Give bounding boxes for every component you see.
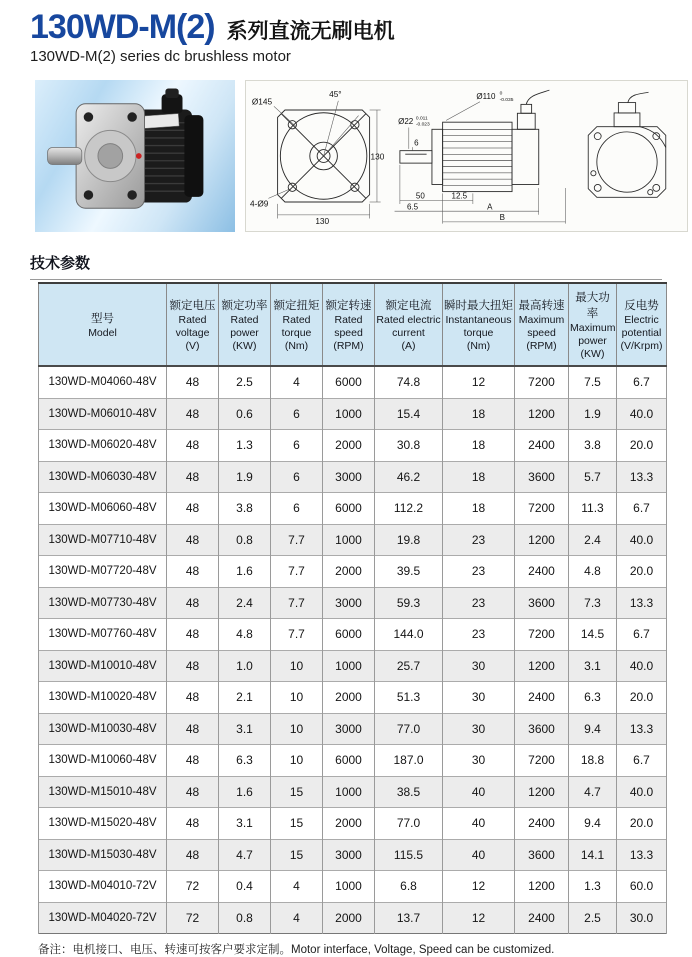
value-cell: 3600 [515,587,569,619]
dim-length-a: A [486,202,492,212]
table-header [39,283,667,366]
value-cell: 1000 [323,398,375,430]
table-row [39,398,667,430]
value-cell: 13.3 [617,713,667,745]
table-row [39,587,667,619]
model-cell: 130WD-M04020-72V [39,902,167,934]
value-cell: 3600 [515,839,569,871]
column-header-text: Rated electric current [376,314,441,339]
value-cell: 2000 [323,808,375,840]
value-cell: 0.8 [219,902,271,934]
value-cell: 40 [443,776,515,808]
value-cell: 20.0 [617,430,667,462]
value-cell: 30.0 [617,902,667,934]
section-heading: 技术参数 [30,255,91,272]
dim-flange-height: 130 [370,152,385,162]
value-cell: 14.5 [569,619,617,651]
value-cell: 7200 [515,745,569,777]
value-cell: 48 [167,776,219,808]
value-cell: 46.2 [375,461,443,493]
media-row [35,80,692,232]
value-cell: 48 [167,682,219,714]
column-header-text: (V/Krpm) [620,340,663,353]
value-cell: 6.8 [375,871,443,903]
column-header-text: 反电势 [624,300,659,312]
value-cell: 19.8 [375,524,443,556]
value-cell: 6.7 [617,366,667,398]
value-cell: 15 [271,776,323,808]
value-cell: 0.4 [219,871,271,903]
value-cell: 7.5 [569,366,617,398]
table-row [39,745,667,777]
column-header-text: 最高转速 [518,300,565,312]
column-header-text: 额定功率 [221,300,268,312]
front-view-drawing [250,85,388,227]
model-cell: 130WD-M10060-48V [39,745,167,777]
column-header-text: 额定扭矩 [273,300,320,312]
table-row [39,808,667,840]
value-cell: 187.0 [375,745,443,777]
value-cell: 48 [167,461,219,493]
value-cell: 2400 [515,902,569,934]
page-title: 130WD-M(2) [30,8,215,46]
model-cell: 130WD-M07710-48V [39,524,167,556]
value-cell: 1.3 [219,430,271,462]
table-row [39,839,667,871]
value-cell: 23 [443,619,515,651]
parameters-table [38,282,667,934]
value-cell: 6000 [323,493,375,525]
value-cell: 18 [443,461,515,493]
column-header-text: 额定电压 [169,300,216,312]
value-cell: 2.5 [569,902,617,934]
value-cell: 48 [167,524,219,556]
value-cell: 48 [167,556,219,588]
value-cell: 18.8 [569,745,617,777]
value-cell: 7.3 [569,587,617,619]
dim-mounting-holes: 4-Ø9 [250,199,269,209]
value-cell: 23 [443,524,515,556]
value-cell: 1.9 [219,461,271,493]
value-cell: 40.0 [617,524,667,556]
model-cell: 130WD-M10010-48V [39,650,167,682]
value-cell: 40.0 [617,776,667,808]
table-body [39,366,667,934]
table-row [39,619,667,651]
value-cell: 48 [167,745,219,777]
value-cell: 2000 [323,556,375,588]
value-cell: 3.1 [219,808,271,840]
value-cell: 10 [271,713,323,745]
column-header-text: Maximum speed [518,314,565,339]
model-cell: 130WD-M07720-48V [39,556,167,588]
dim-hole-angle: 45° [329,90,342,100]
column-header-text: (Nm) [284,340,309,353]
value-cell: 13.3 [617,587,667,619]
column-header [375,283,443,366]
value-cell: 2.5 [219,366,271,398]
table-row [39,776,667,808]
dimension-drawings [245,80,688,232]
value-cell: 3000 [323,461,375,493]
value-cell: 30 [443,682,515,714]
value-cell: 48 [167,366,219,398]
value-cell: 6 [271,430,323,462]
value-cell: 60.0 [617,871,667,903]
table-row [39,430,667,462]
value-cell: 59.3 [375,587,443,619]
model-cell: 130WD-M15010-48V [39,776,167,808]
value-cell: 1.9 [569,398,617,430]
dim-flange-diameter: Ø145 [251,97,273,107]
dim-shaft-tol-lower: -0.023 [415,122,430,128]
value-cell: 77.0 [375,713,443,745]
column-header [617,283,667,366]
value-cell: 3600 [515,713,569,745]
value-cell: 2000 [323,682,375,714]
dim-offset-length: 6.5 [406,202,418,212]
value-cell: 15.4 [375,398,443,430]
column-header [39,283,167,366]
value-cell: 48 [167,493,219,525]
value-cell: 6.7 [617,493,667,525]
value-cell: 1200 [515,650,569,682]
value-cell: 6000 [323,366,375,398]
column-header-text: Rated voltage [175,314,210,339]
parameters-table-wrap [38,282,692,934]
table-row [39,524,667,556]
dim-pilot-diameter: Ø110 [475,92,495,102]
value-cell: 1200 [515,398,569,430]
value-cell: 12 [443,871,515,903]
motor-photo [35,80,235,232]
value-cell: 6.7 [617,619,667,651]
value-cell: 1000 [323,871,375,903]
value-cell: 2400 [515,556,569,588]
value-cell: 115.5 [375,839,443,871]
value-cell: 38.5 [375,776,443,808]
model-cell: 130WD-M06010-48V [39,398,167,430]
value-cell: 48 [167,398,219,430]
value-cell: 3.1 [219,713,271,745]
table-row [39,682,667,714]
value-cell: 12 [443,366,515,398]
value-cell: 2400 [515,430,569,462]
value-cell: 3000 [323,839,375,871]
value-cell: 4.8 [219,619,271,651]
value-cell: 6 [271,461,323,493]
value-cell: 4.7 [569,776,617,808]
model-cell: 130WD-M15020-48V [39,808,167,840]
value-cell: 30 [443,713,515,745]
model-cell: 130WD-M07760-48V [39,619,167,651]
value-cell: 6.3 [569,682,617,714]
value-cell: 40.0 [617,398,667,430]
table-row [39,366,667,398]
value-cell: 2000 [323,430,375,462]
value-cell: 77.0 [375,808,443,840]
column-header-text: (KW) [232,340,257,353]
value-cell: 9.4 [569,808,617,840]
value-cell: 7.7 [271,587,323,619]
value-cell: 10 [271,745,323,777]
value-cell: 0.6 [219,398,271,430]
value-cell: 3000 [323,713,375,745]
column-header-text: (RPM) [526,340,557,353]
value-cell: 1200 [515,871,569,903]
value-cell: 40 [443,808,515,840]
value-cell: 4.8 [569,556,617,588]
model-cell: 130WD-M06060-48V [39,493,167,525]
value-cell: 13.7 [375,902,443,934]
value-cell: 6.3 [219,745,271,777]
value-cell: 3.8 [219,493,271,525]
column-header-text: 型号 [91,312,114,325]
dim-step-length: 12.5 [451,191,467,201]
value-cell: 10 [271,682,323,714]
column-header-text: (A) [401,340,416,353]
column-header-text: (RPM) [333,340,364,353]
value-cell: 1200 [515,524,569,556]
value-cell: 20.0 [617,556,667,588]
value-cell: 6 [271,493,323,525]
value-cell: 0.8 [219,524,271,556]
value-cell: 23 [443,556,515,588]
value-cell: 20.0 [617,682,667,714]
value-cell: 1200 [515,776,569,808]
value-cell: 30 [443,650,515,682]
value-cell: 12 [443,902,515,934]
dim-shaft-tol-upper: 0.011 [415,116,428,122]
column-header [271,283,323,366]
value-cell: 18 [443,430,515,462]
value-cell: 112.2 [375,493,443,525]
value-cell: 2400 [515,682,569,714]
value-cell: 4 [271,366,323,398]
page-header [0,0,692,65]
model-cell: 130WD-M15030-48V [39,839,167,871]
value-cell: 18 [443,398,515,430]
dim-length-b: B [499,213,505,223]
page-subtitle: 130WD-M(2) series dc brushless motor [30,48,291,65]
value-cell: 30.8 [375,430,443,462]
dim-shaft-diameter: Ø22 [397,116,413,126]
table-row [39,902,667,934]
dim-flange-width: 130 [315,217,330,227]
column-header [323,283,375,366]
value-cell: 15 [271,839,323,871]
column-header-text: (KW) [580,348,605,361]
value-cell: 48 [167,839,219,871]
motor-photo-illustration [40,84,230,228]
value-cell: 2.4 [219,587,271,619]
value-cell: 4 [271,871,323,903]
model-cell: 130WD-M10030-48V [39,713,167,745]
value-cell: 13.3 [617,461,667,493]
section-divider [30,279,662,280]
dim-key-width: 6 [413,138,419,148]
value-cell: 1000 [323,776,375,808]
value-cell: 3.1 [569,650,617,682]
model-cell: 130WD-M04010-72V [39,871,167,903]
model-cell: 130WD-M10020-48V [39,682,167,714]
value-cell: 7.7 [271,524,323,556]
value-cell: 2400 [515,808,569,840]
value-cell: 74.8 [375,366,443,398]
value-cell: 48 [167,430,219,462]
table-row [39,871,667,903]
value-cell: 30 [443,745,515,777]
table-row [39,493,667,525]
value-cell: 40 [443,839,515,871]
column-header [219,283,271,366]
column-header [443,283,515,366]
column-header-text: Electric potential [621,314,662,339]
value-cell: 15 [271,808,323,840]
value-cell: 6.7 [617,745,667,777]
table-header-row [39,283,667,366]
value-cell: 40.0 [617,650,667,682]
dim-pilot-tol-upper: 0 [499,91,502,97]
column-header-text: Rated power [230,314,259,339]
value-cell: 3000 [323,587,375,619]
value-cell: 48 [167,619,219,651]
value-cell: 10 [271,650,323,682]
column-header-text: (V) [185,340,200,353]
value-cell: 7.7 [271,619,323,651]
value-cell: 4 [271,902,323,934]
column-header-text: 额定转速 [325,300,372,312]
value-cell: 72 [167,902,219,934]
table-row [39,650,667,682]
value-cell: 5.7 [569,461,617,493]
value-cell: 7200 [515,619,569,651]
rear-view-drawing [571,85,683,227]
value-cell: 1.0 [219,650,271,682]
table-row [39,713,667,745]
title-row [30,10,692,45]
value-cell: 3.8 [569,430,617,462]
value-cell: 6 [271,398,323,430]
column-header-text: Maximum power [570,322,616,347]
value-cell: 4.7 [219,839,271,871]
value-cell: 48 [167,650,219,682]
value-cell: 48 [167,713,219,745]
value-cell: 23 [443,587,515,619]
column-header-text: 最大功率 [575,292,610,320]
value-cell: 2.4 [569,524,617,556]
column-header-text: 额定电流 [385,300,432,312]
side-view-drawing [391,85,569,227]
value-cell: 1.6 [219,556,271,588]
value-cell: 14.1 [569,839,617,871]
value-cell: 13.3 [617,839,667,871]
table-row [39,556,667,588]
value-cell: 51.3 [375,682,443,714]
value-cell: 1000 [323,524,375,556]
column-header-text: Instantaneous torque [445,314,512,339]
value-cell: 1.6 [219,776,271,808]
value-cell: 1.3 [569,871,617,903]
value-cell: 18 [443,493,515,525]
column-header-text: Rated speed [334,314,363,339]
value-cell: 144.0 [375,619,443,651]
dim-shaft-length: 50 [415,191,425,201]
model-cell: 130WD-M06030-48V [39,461,167,493]
value-cell: 9.4 [569,713,617,745]
footer-note: 备注：电机接口、电压、转速可按客户要求定制。Motor interface, Voltage, Speed can be customized. [38,944,555,957]
column-header [569,283,617,366]
value-cell: 39.5 [375,556,443,588]
column-header-text: (Nm) [466,340,491,353]
column-header-text: Rated torque [281,314,312,339]
value-cell: 11.3 [569,493,617,525]
value-cell: 1000 [323,650,375,682]
value-cell: 20.0 [617,808,667,840]
column-header-text: Model [88,326,117,339]
table-row [39,461,667,493]
value-cell: 2000 [323,902,375,934]
value-cell: 25.7 [375,650,443,682]
model-cell: 130WD-M04060-48V [39,366,167,398]
value-cell: 6000 [323,619,375,651]
value-cell: 3600 [515,461,569,493]
value-cell: 48 [167,587,219,619]
column-header [167,283,219,366]
value-cell: 2.1 [219,682,271,714]
value-cell: 6000 [323,745,375,777]
value-cell: 7200 [515,493,569,525]
value-cell: 7.7 [271,556,323,588]
value-cell: 72 [167,871,219,903]
value-cell: 48 [167,808,219,840]
column-header [515,283,569,366]
column-header-text: 瞬时最大扭矩 [444,300,513,312]
model-cell: 130WD-M07730-48V [39,587,167,619]
page-title-chinese: 系列直流无刷电机 [226,20,395,43]
value-cell: 7200 [515,366,569,398]
model-cell: 130WD-M06020-48V [39,430,167,462]
dim-pilot-tol-lower: -0.035 [499,97,513,103]
